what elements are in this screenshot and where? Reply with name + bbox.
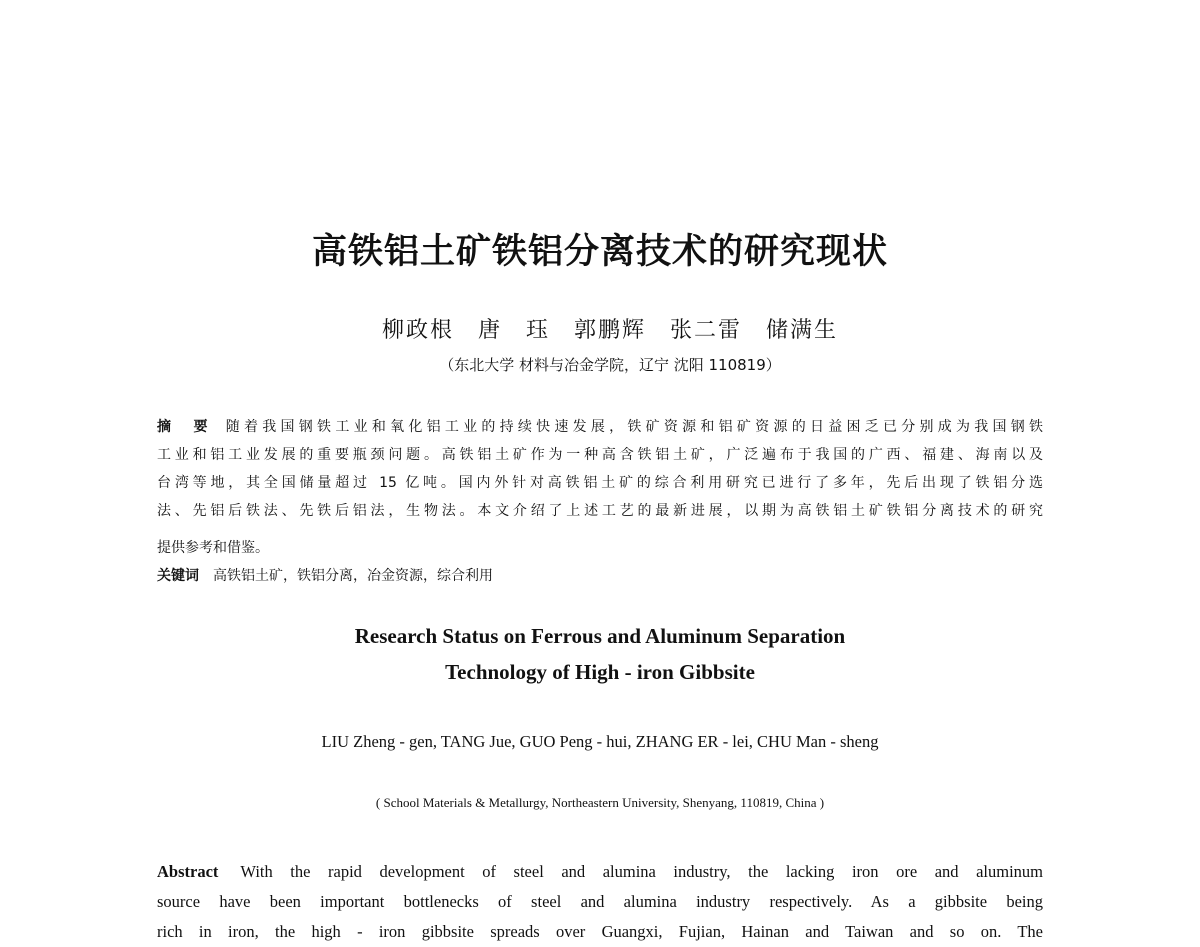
cn-abstract-label: 摘 要 [157,419,212,435]
en-abstract-line: source have been important bottlenecks of steel and alumina industry respectively. As a gibbsite being [157,892,1043,911]
en-authors: LIU Zheng - gen, TANG Jue, GUO Peng - hui, ZHANG ER - lei, CHU Man - sheng [321,732,879,751]
en-abstract-line: Abstract With the rapid development of steel and alumina industry, the lacking iron ore and aluminum [157,862,1043,881]
en-affiliation: ( School Materials & Metallurgy, Northeastern University, Shenyang, 110819, China ) [375,795,825,810]
cn-abstract-line: 摘 要 随着我国钢铁工业和氧化铝工业的持续快速发展，铁矿资源和铝矿资源的日益困乏已分别成为我国钢铁 [157,419,1044,435]
en-title-line2: Technology of High - iron Gibbsite [445,660,755,684]
cn-affiliation: （东北大学 材料与冶金学院，辽宁 沈阳 110819） [439,356,781,374]
cn-authors: 柳政根 唐 珏 郭鹏辉 张二雷 储满生 [381,318,838,343]
cn-abstract-line: 法、先铝后铁法、先铁后铝法，生物法。本文介绍了上述工艺的最新进展，以期为高铁铝土矿铁铝分离技术的研究 [157,503,1043,519]
cn-title: 高铁铝土矿铁铝分离技术的研究现状 [311,232,888,272]
en-abstract-line: rich in iron, the high - iron gibbsite spreads over Guangxi, Fujian, Hainan and Taiwan and so on. The [157,922,1043,941]
cn-keywords-label: 关键词 [157,568,199,584]
cn-abstract-line: 工业和铝工业发展的重要瓶颈问题。高铁铝土矿作为一种高含铁铝土矿，广泛遍布于我国的广西、福建、海南以及 [157,447,1043,463]
en-abstract-label: Abstract [157,862,219,881]
cn-abstract-line: 台湾等地，其全国储量超过 15 亿吨。国内外针对高铁铝土矿的综合利用研究已进行了多年，先后出现了铁铝分选 [157,475,1043,491]
cn-keywords: 关键词 高铁铝土矿，铁铝分离，冶金资源，综合利用 [157,568,493,584]
cn-abstract-line: 提供参考和借鉴。 [157,540,269,556]
en-title-line1: Research Status on Ferrous and Aluminum Separation [354,624,846,648]
